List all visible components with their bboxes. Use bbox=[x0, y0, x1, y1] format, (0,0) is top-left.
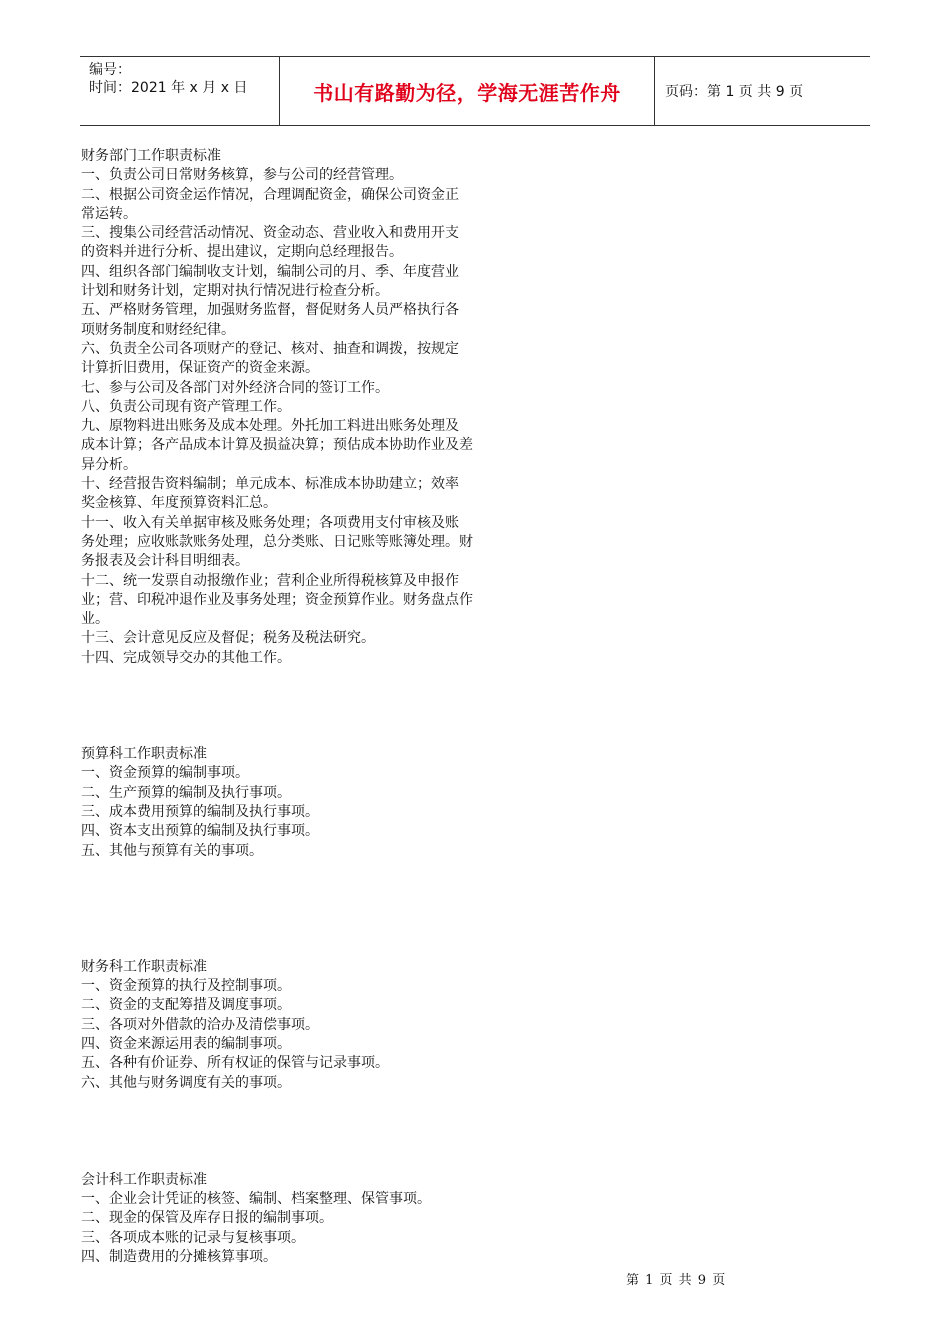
list-item: 二、根据公司资金运作情况，合理调配资金，确保公司资金正 bbox=[81, 186, 459, 203]
list-item: 计算折旧费用，保证资产的资金来源。 bbox=[81, 360, 319, 377]
section-finance bbox=[81, 958, 551, 1093]
list-item: 五、严格财务管理，加强财务监督，督促财务人员严格执行各 bbox=[81, 302, 459, 319]
list-item: 奖金核算、年度预算资料汇总。 bbox=[81, 495, 277, 512]
list-item: 计划和财务计划，定期对执行情况进行检查分析。 bbox=[81, 283, 389, 300]
list-item: 五、各种有价证券、所有权证的保管与记录事项。 bbox=[81, 1055, 389, 1072]
list-item: 二、生产预算的编制及执行事项。 bbox=[81, 784, 291, 801]
header-meta bbox=[80, 57, 280, 125]
list-item: 务报表及会计科目明细表。 bbox=[81, 553, 249, 570]
page-footer: 第 1 页 共 9 页 bbox=[626, 1273, 727, 1288]
list-item: 五、其他与预算有关的事项。 bbox=[81, 842, 263, 859]
list-item: 六、其他与财务调度有关的事项。 bbox=[81, 1074, 291, 1091]
document-header bbox=[80, 56, 870, 126]
section-title: 预算科工作职责标准 bbox=[81, 746, 207, 763]
list-item: 四、资本支出预算的编制及执行事项。 bbox=[81, 823, 319, 840]
section-spacer bbox=[81, 861, 551, 958]
document-number-label: 编号： bbox=[89, 62, 131, 78]
list-item: 十一、收入有关单据审核及账务处理；各项费用支付审核及账 bbox=[81, 514, 459, 531]
section-accounting bbox=[81, 1171, 551, 1267]
list-item: 二、资金的支配筹措及调度事项。 bbox=[81, 997, 291, 1014]
list-item: 业；营、印税冲退作业及事务处理；资金预算作业。财务盘点作 bbox=[81, 591, 473, 608]
header-motto: 书山有路勤为径，学海无涯苦作舟 bbox=[280, 57, 655, 125]
list-item: 六、负责全公司各项财产的登记、核对、抽查和调拨，按规定 bbox=[81, 340, 459, 357]
list-item: 一、资金预算的编制事项。 bbox=[81, 765, 249, 782]
list-item: 二、现金的保管及库存日报的编制事项。 bbox=[81, 1210, 333, 1227]
list-item: 一、企业会计凭证的核签、编制、档案整理、保管事项。 bbox=[81, 1191, 431, 1208]
section-title: 财务部门工作职责标准 bbox=[81, 148, 221, 164]
list-item: 一、负责公司日常财务核算，参与公司的经营管理。 bbox=[81, 167, 403, 184]
section-title: 会计科工作职责标准 bbox=[81, 1171, 207, 1188]
section-title: 财务科工作职责标准 bbox=[81, 958, 207, 975]
list-item: 异分析。 bbox=[81, 456, 137, 473]
list-item: 十二、统一发票自动报缴作业；营利企业所得税核算及申报作 bbox=[81, 572, 459, 589]
section-spacer bbox=[81, 668, 551, 745]
list-item: 三、各项成本账的记录与复核事项。 bbox=[81, 1229, 305, 1246]
list-item: 三、成本费用预算的编制及执行事项。 bbox=[81, 803, 319, 820]
section-spacer bbox=[81, 1093, 551, 1171]
document-date-label: 时间：2021 年 x 月 x 日 bbox=[89, 80, 248, 96]
list-item: 四、组织各部门编制收支计划，编制公司的月、季、年度营业 bbox=[81, 263, 459, 280]
list-item: 业。 bbox=[81, 611, 109, 628]
section-finance-department bbox=[81, 147, 551, 668]
document-body bbox=[81, 147, 551, 1267]
list-item: 四、资金来源运用表的编制事项。 bbox=[81, 1035, 291, 1052]
list-item: 项财务制度和财经纪律。 bbox=[81, 321, 235, 338]
list-item: 三、搜集公司经营活动情况、资金动态、营业收入和费用开支 bbox=[81, 225, 459, 242]
list-item: 一、资金预算的执行及控制事项。 bbox=[81, 978, 291, 995]
list-item: 成本计算；各产品成本计算及损益决算；预估成本协助作业及差 bbox=[81, 437, 473, 454]
list-item: 三、各项对外借款的洽办及清偿事项。 bbox=[81, 1016, 319, 1033]
list-item: 九、原物料进出账务及成本处理。外托加工料进出账务处理及 bbox=[81, 418, 459, 435]
list-item: 八、负责公司现有资产管理工作。 bbox=[81, 398, 291, 415]
list-item: 十、经营报告资料编制；单元成本、标准成本协助建立；效率 bbox=[81, 476, 459, 493]
list-item: 七、参与公司及各部门对外经济合同的签订工作。 bbox=[81, 379, 389, 396]
list-item: 四、制造费用的分摊核算事项。 bbox=[81, 1249, 277, 1266]
list-item: 十四、完成领导交办的其他工作。 bbox=[81, 649, 291, 666]
header-page-label: 页码：第 1 页 共 9 页 bbox=[665, 84, 804, 100]
list-item: 十三、会计意见反应及督促；税务及税法研究。 bbox=[81, 630, 375, 647]
list-item: 常运转。 bbox=[81, 205, 137, 222]
list-item: 务处理；应收账款账务处理，总分类账、日记账等账簿处理。财 bbox=[81, 533, 473, 550]
section-budget bbox=[81, 745, 551, 861]
list-item: 的资料并进行分析、提出建议，定期向总经理报告。 bbox=[81, 244, 403, 261]
